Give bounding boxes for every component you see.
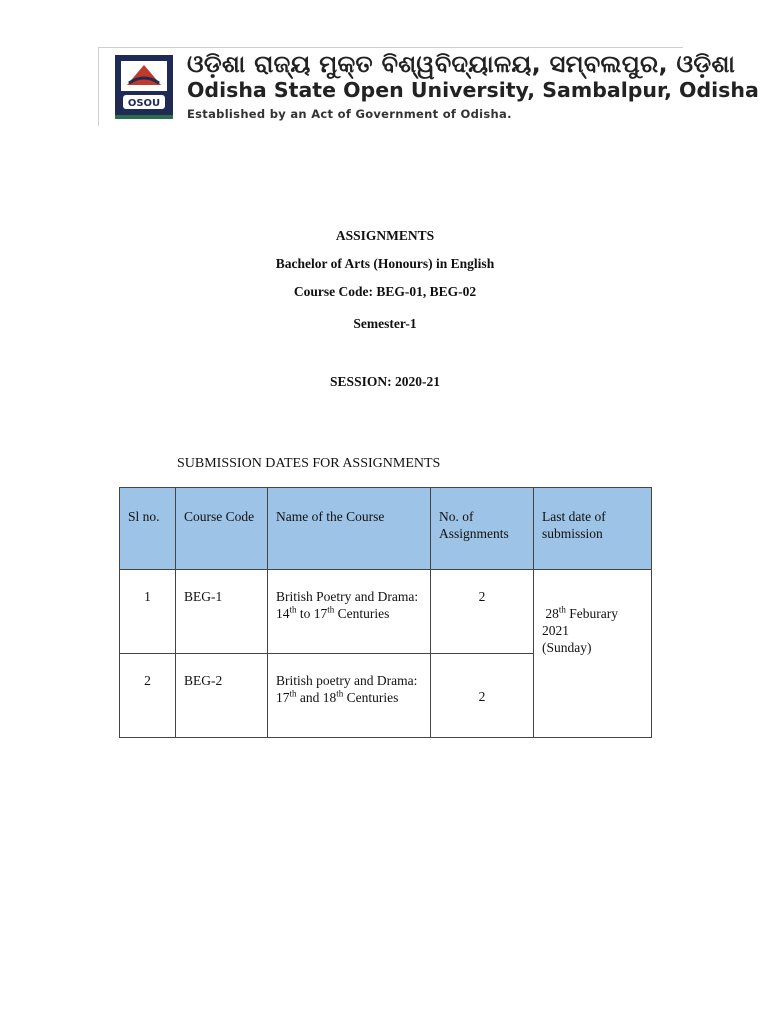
last-date-year: 2021 — [542, 623, 569, 638]
session: SESSION: 2020-21 — [330, 374, 440, 389]
university-header — [98, 47, 759, 126]
course-codes: Course Code: BEG-01, BEG-02 — [293, 284, 477, 299]
odia-university-title: ଓଡ଼ିଶା ରାଜ୍ୟ ମୁକ୍ତ ବିଶ୍ୱବିଦ୍ୟାଳୟ, ସମ୍ବଲପୁର, ଓଡ଼ିଶା — [187, 50, 736, 78]
header-num-assignments: No. of Assignments — [431, 488, 534, 570]
semester: Semester-1 — [353, 316, 417, 331]
header-last-date: Last date of submission — [534, 488, 652, 570]
row-sl-no: 1 — [120, 570, 176, 654]
row-course-name: British Poetry and Drama: 14th to 17th Centuries — [268, 570, 431, 654]
university-logo — [113, 53, 175, 121]
table-header-row — [120, 488, 652, 570]
established-text: Established by an Act of Government of Odisha. — [187, 107, 512, 121]
table-row — [120, 570, 652, 654]
row-num-assignments: 2 — [431, 654, 534, 738]
row-num-assignments: 2 — [431, 570, 534, 654]
last-date-weekday: (Sunday) — [542, 640, 592, 655]
assignments-title: ASSIGNMENTS — [335, 228, 435, 243]
submission-table — [119, 487, 652, 738]
row-course-code: BEG-1 — [176, 570, 268, 654]
header-course-code: Course Code — [176, 488, 268, 570]
header-course-name: Name of the Course — [268, 488, 431, 570]
submission-heading: SUBMISSION DATES FOR ASSIGNMENTS — [177, 456, 441, 471]
header-sl-no: Sl no. — [120, 488, 176, 570]
program-name: Bachelor of Arts (Honours) in English — [275, 256, 495, 271]
row-course-code: BEG-2 — [176, 654, 268, 738]
row-sl-no: 2 — [120, 654, 176, 738]
logo-text: OSOU — [127, 98, 161, 109]
row-course-name: British poetry and Drama: 17th and 18th Centuries — [268, 654, 431, 738]
last-date-day: 28th Feburary — [545, 604, 618, 621]
last-date-cell — [534, 570, 652, 738]
university-name: Odisha State Open University, Sambalpur, Odisha — [187, 78, 759, 102]
